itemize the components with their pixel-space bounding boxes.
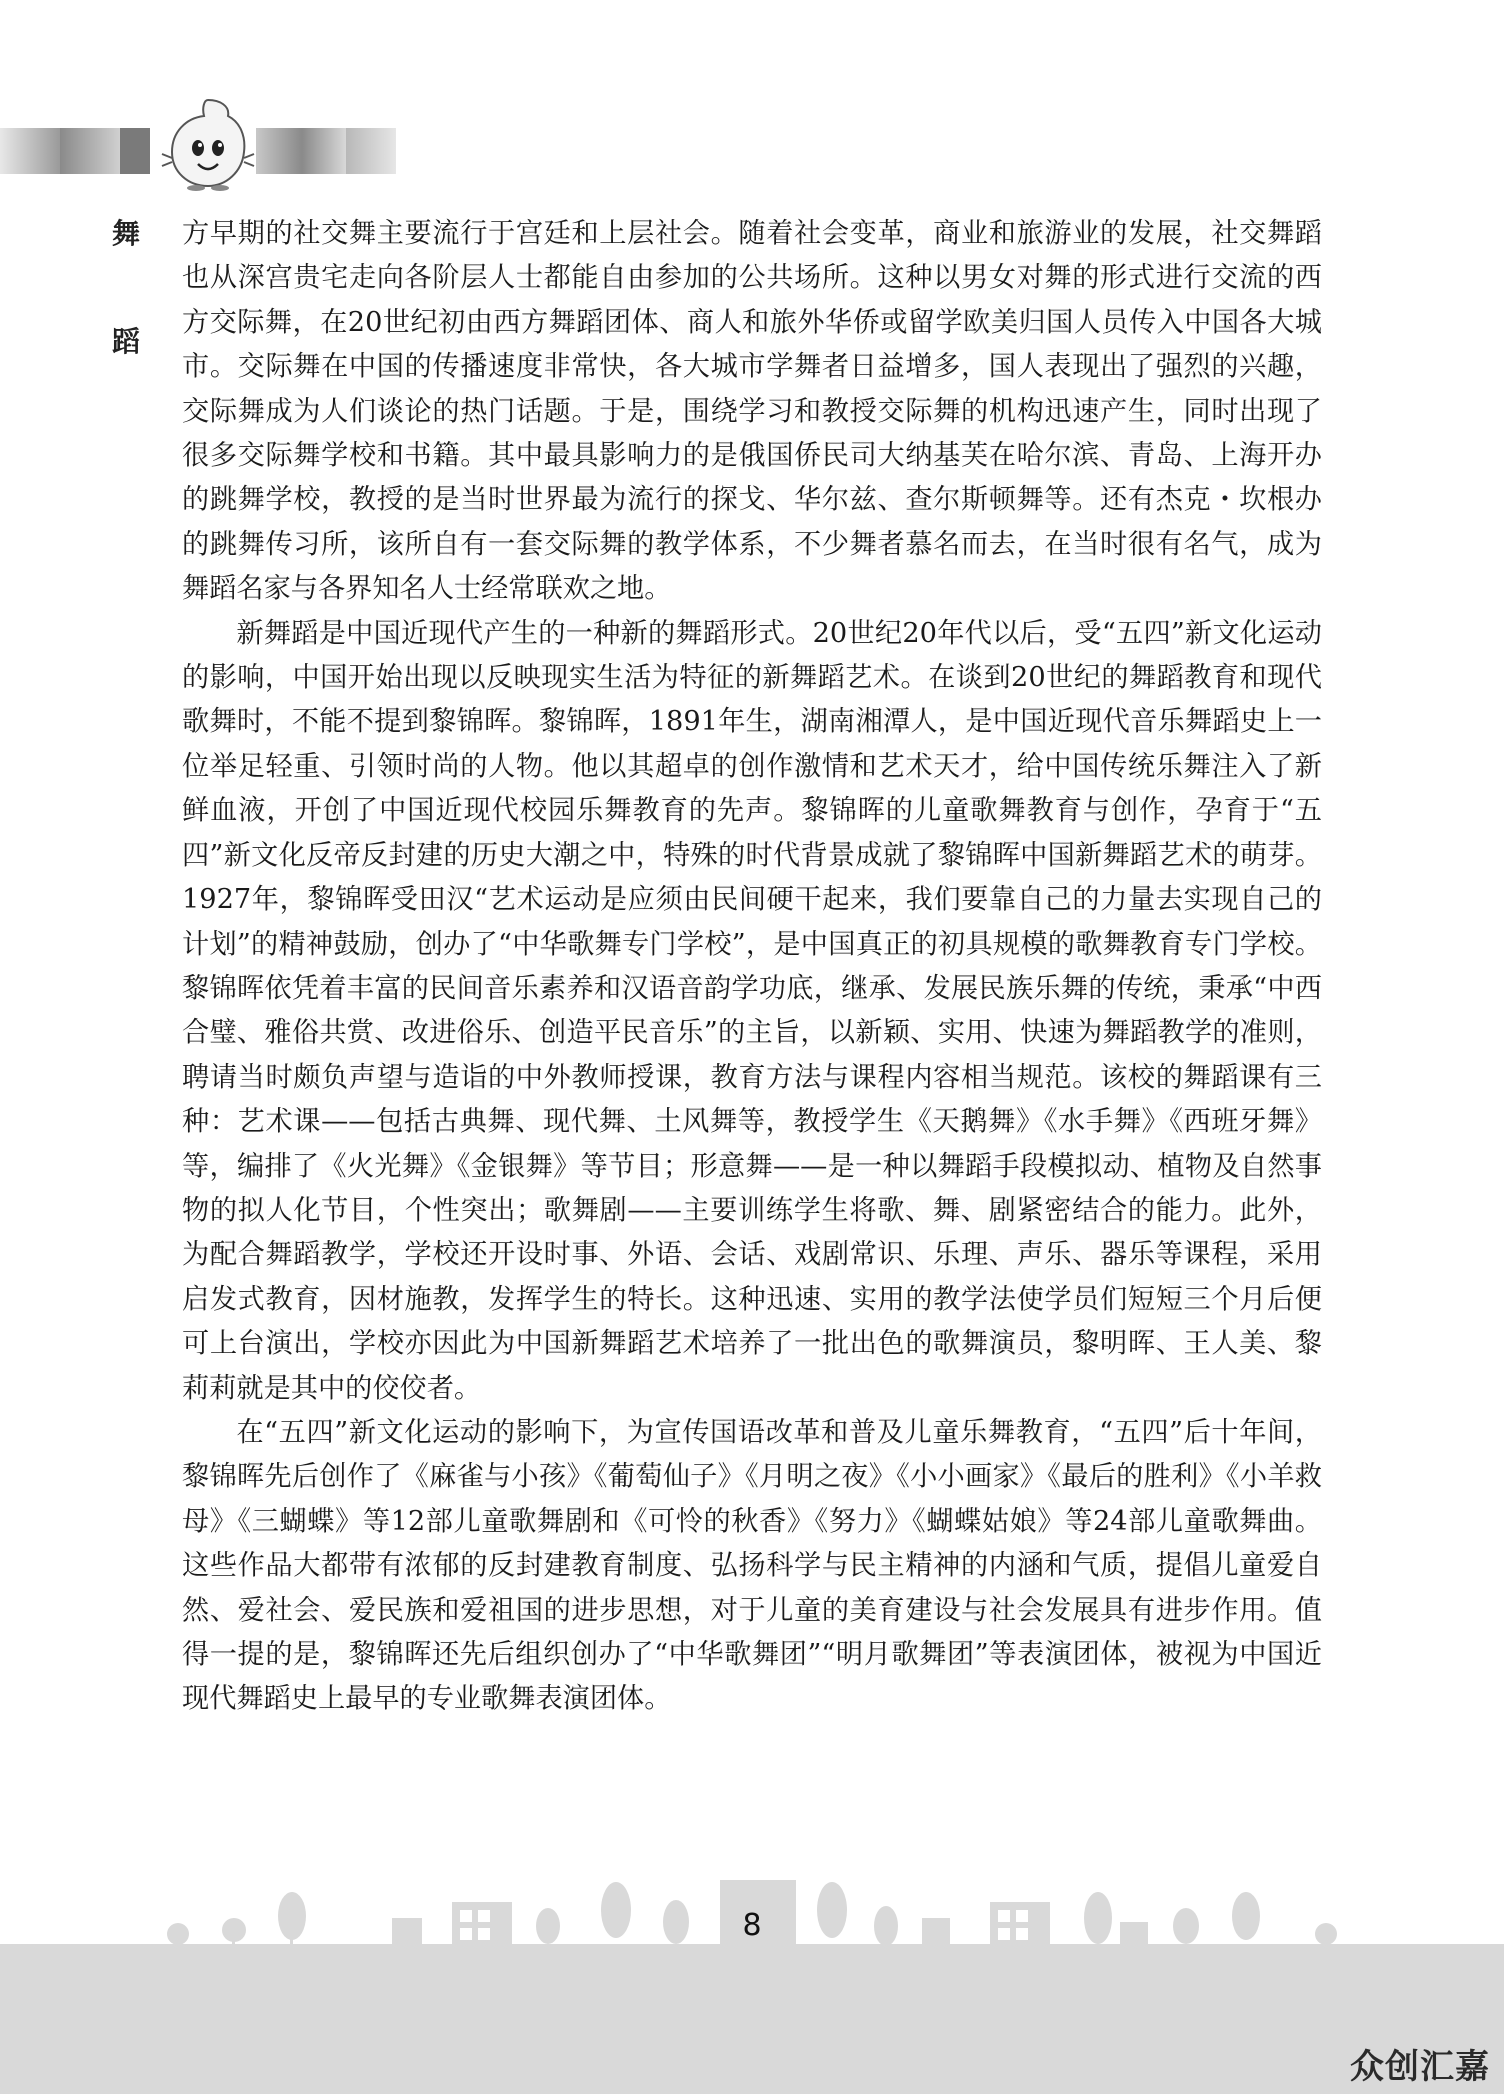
watermark-logo: 众创汇嘉 bbox=[1350, 2047, 1490, 2087]
paragraph-1: 方早期的社交舞主要流行于宫廷和上层社会。随着社会变革，商业和旅游业的发展，社交舞蹈也从深宫贵宅走向各阶层人士都能自由参加的公共场所。这种以男女对舞的形式进行交流的西方交际舞，在20世纪初由西方舞蹈团体、商人和旅外华侨或留学欧美归国人员传入中国各大城市。交际舞在中国的传播速度非常快，各大城市学舞者日益增多，国人表现出了强烈的兴趣，交际舞成为人们谈论的热门话题。于是，围绕学习和教授交际舞的机构迅速产生，同时出现了很多交际舞学校和书籍。其中最具影响力的是俄国侨民司大纳基芙在哈尔滨、青岛、上海开办的跳舞学校，教授的是当时世界最为流行的探戈、华尔兹、查尔斯顿舞等。还有杰克・坎根办的跳舞传习所，该所自有一套交际舞的教学体系，不少舞者慕名而去，在当时很有名气，成为舞蹈名家与各界知名人士经常联欢之地。 bbox=[182, 218, 1322, 605]
side-label-dance-2: 蹈 bbox=[111, 325, 140, 358]
body-text bbox=[182, 212, 1322, 1722]
page-number: 8 bbox=[742, 1908, 762, 1943]
paragraph-2: 新舞蹈是中国近现代产生的一种新的舞蹈形式。20世纪20年代以后，受“五四”新文化运动的影响，中国开始出现以反映现实生活为特征的新舞蹈艺术。在谈到20世纪的舞蹈教育和现代歌舞时，不能不提到黎锦晖。黎锦晖，1891年生，湖南湘潭人，是中国近现代音乐舞蹈史上一位举足轻重、引领时尚的人物。他以其超卓的创作激情和艺术天才，给中国传统乐舞注入了新鲜血液，开创了中国近现代校园乐舞教育的先声。黎锦晖的儿童歌舞教育与创作，孕育于“五四”新文化反帝反封建的历史大潮之中，特殊的时代背景成就了黎锦晖中国新舞蹈艺术的萌芽。1927年，黎锦晖受田汉“艺术运动是应须由民间硬干起来，我们要靠自己的力量去实现自己的计划”的精神鼓励，创办了“中华歌舞专门学校”，是中国真正的初具规模的歌舞教育专门学校。黎锦晖依凭着丰富的民间音乐素养和汉语音韵学功底，继承、发展民族乐舞的传统，秉承“中西合璧、雅俗共赏、改进俗乐、创造平民音乐”的主旨，以新颖、实用、快速为舞蹈教学的准则，聘请当时颇负声望与造诣的中外教师授课，教育方法与课程内容相当规范。该校的舞蹈课有三种：艺术课——包括古典舞、现代舞、土风舞等，教授学生《天鹅舞》《水手舞》《西班牙舞》等，编排了《火光舞》《金银舞》等节目；形意舞——是一种以舞蹈手段模拟动、植物及自然事物的拟人化节目，个性突出；歌舞剧——主要训练学生将歌、舞、剧紧密结合的能力。此外，为配合舞蹈教学，学校还开设时事、外语、会话、戏剧常识、乐理、声乐、器乐等课程，采用启发式教育，因材施教，发挥学生的特长。这种迅速、实用的教学法使学员们短短三个月后便可上台演出，学校亦因此为中国新舞蹈艺术培养了一批出色的歌舞演员，黎明晖、王人美、黎莉莉就是其中的佼佼者。 bbox=[182, 617, 1322, 1404]
paragraph-3: 在“五四”新文化运动的影响下，为宣传国语改革和普及儿童乐舞教育，“五四”后十年间，黎锦晖先后创作了《麻雀与小孩》《葡萄仙子》《月明之夜》《小小画家》《最后的胜利》《小羊救母》《三蝴蝶》等12部儿童歌舞剧和《可怜的秋香》《努力》《蝴蝶姑娘》等24部儿童歌舞曲。这些作品大都带有浓郁的反封建教育制度、弘扬科学与民主精神的内涵和气质，提倡儿童爱自然、爱社会、爱民族和爱祖国的进步思想，对于儿童的美育建设与社会发展具有进步作用。值得一提的是，黎锦晖还先后组织创办了“中华歌舞团”“明月歌舞团”等表演团体，被视为中国近现代舞蹈史上最早的专业歌舞表演团体。 bbox=[182, 1416, 1322, 1715]
footer-skyline-decoration bbox=[0, 1870, 1504, 2094]
mascot-icon bbox=[158, 96, 258, 192]
side-label-dance-1: 舞 bbox=[111, 217, 140, 250]
